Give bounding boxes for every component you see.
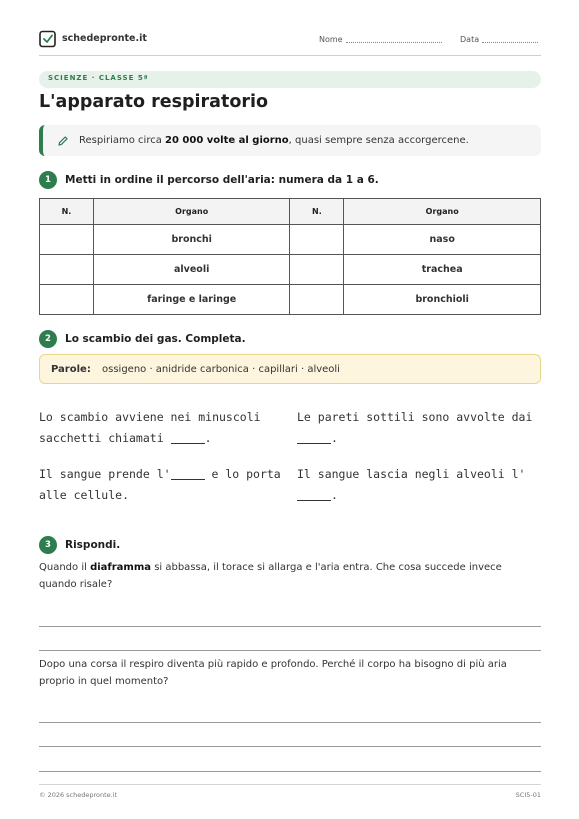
answer-blank[interactable] (171, 468, 205, 480)
subject-badge (39, 71, 541, 88)
table-row (40, 225, 541, 255)
section-number: 3 (39, 536, 57, 554)
cloze-sentence: Le pareti sottili sono avvolte dai . (297, 410, 533, 445)
answer-blank[interactable] (297, 489, 331, 501)
organ-cell: faringe e laringe (93, 285, 290, 315)
page-header (39, 30, 541, 56)
brand-name: schedepronte.it (62, 33, 147, 44)
organ-cell: trachea (344, 255, 541, 285)
organ-cell: naso (344, 225, 541, 255)
answer-line[interactable] (39, 626, 541, 627)
footer-code: SCI5-01 (515, 791, 541, 799)
number-cell[interactable] (40, 225, 94, 255)
section-label: Metti in ordine il percorso dell'aria: numera da 1 a 6. (65, 174, 379, 186)
footer-divider (39, 784, 541, 785)
section-number: 2 (39, 330, 57, 348)
answer-line[interactable] (39, 771, 541, 772)
question-2: Dopo una corsa il respiro diventa più rapido e profondo. Perché il corpo ha bisogno di più aria proprio in quel momento? (39, 659, 507, 687)
number-cell[interactable] (290, 285, 344, 315)
organ-cell: alveoli (93, 255, 290, 285)
subject-label: SCIENZE · CLASSE 5ª (48, 74, 149, 82)
page-title: L'apparato respiratorio (39, 92, 269, 112)
organ-cell: bronchioli (344, 285, 541, 315)
answer-line[interactable] (39, 746, 541, 747)
answer-line[interactable] (39, 722, 541, 723)
word-bank-words: ossigeno · anidride carbonica · capillari · alveoli (102, 364, 340, 375)
checklist-page-icon (39, 30, 56, 48)
question-1: Quando il diaframma si abbassa, il torace si allarga e l'aria entra. Che cosa succede invece quando risale? (39, 562, 502, 590)
number-cell[interactable] (290, 255, 344, 285)
order-table (39, 198, 541, 315)
intro-text: Respiriamo circa 20 000 volte al giorno, quasi sempre senza accorgercene. (79, 135, 469, 146)
cloze-sentence: Il sangue prende l' e lo porta alle cellule. (39, 467, 281, 502)
pencil-icon (57, 135, 69, 147)
number-cell[interactable] (40, 285, 94, 315)
organ-cell: bronchi (93, 225, 290, 255)
worksheet-page (39, 0, 541, 819)
cloze-sentence: Lo scambio avviene nei minuscoli sacchetti chiamati . (39, 410, 261, 445)
column-header: Organo (93, 199, 290, 225)
table-row (40, 285, 541, 315)
date-label: Data (460, 35, 480, 44)
section-label: Rispondi. (65, 539, 121, 551)
cloze-sentence: Il sangue lascia negli alveoli l'. (297, 467, 526, 502)
table-row (40, 255, 541, 285)
answer-blank[interactable] (297, 432, 331, 444)
date-field[interactable] (460, 35, 538, 44)
answer-line[interactable] (39, 650, 541, 651)
table-header-row (40, 199, 541, 225)
number-cell[interactable] (290, 225, 344, 255)
section-number: 1 (39, 171, 57, 189)
word-bank-label: Parole: (51, 364, 91, 375)
answer-blank[interactable] (171, 432, 205, 444)
number-cell[interactable] (40, 255, 94, 285)
section-label: Lo scambio dei gas. Completa. (65, 333, 246, 345)
footer-copyright: © 2026 schedepronte.it (39, 791, 118, 799)
name-field[interactable] (319, 35, 442, 44)
column-header: N. (290, 199, 344, 225)
column-header: Organo (344, 199, 541, 225)
word-bank (39, 354, 541, 384)
column-header: N. (40, 199, 94, 225)
intro-box (39, 125, 541, 156)
name-label: Nome (319, 35, 343, 44)
